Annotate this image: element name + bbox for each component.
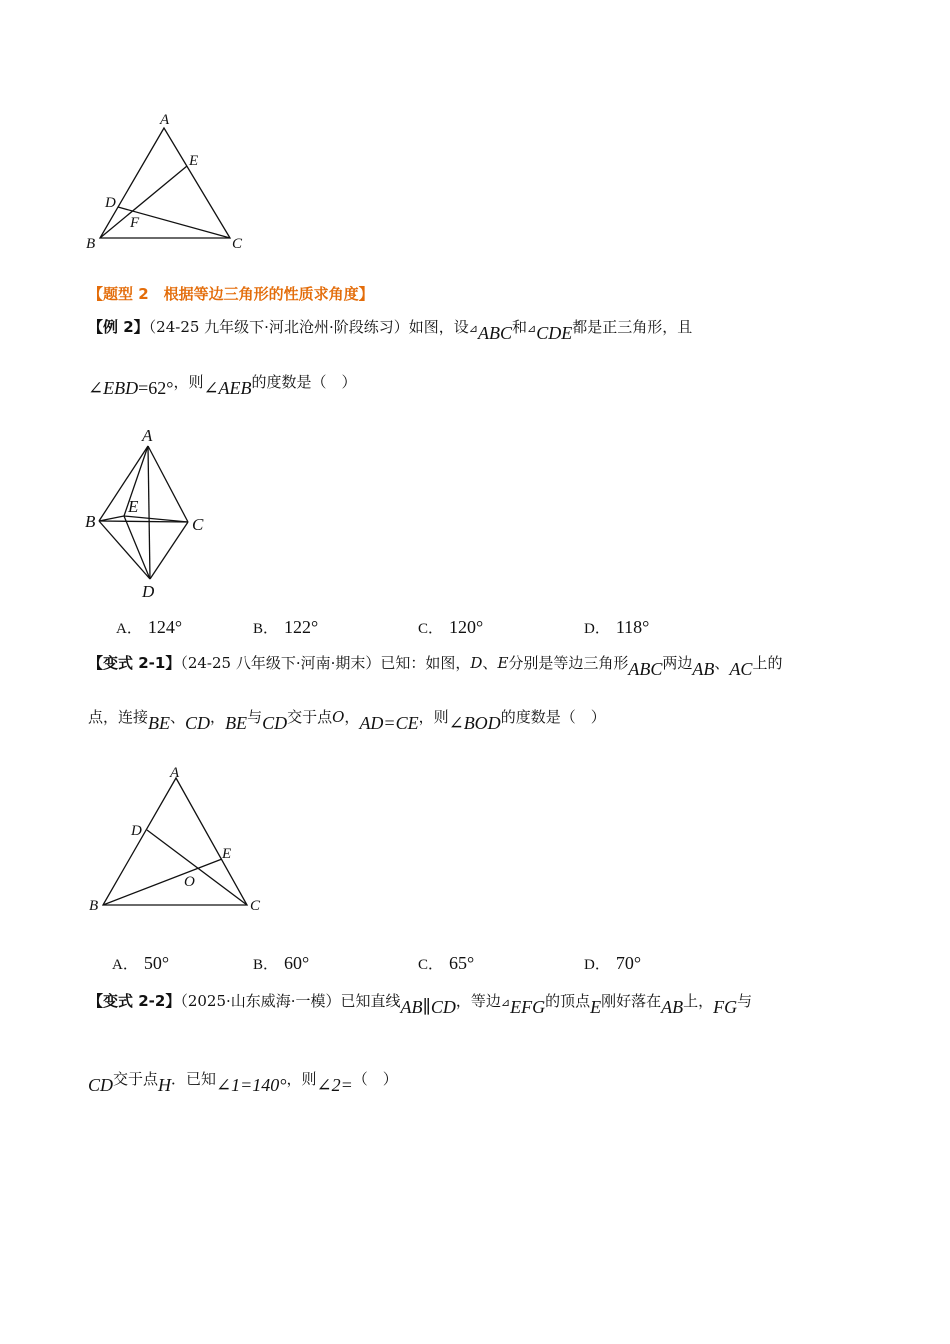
variant21-tag: 【变式 2-1】 [88,654,181,672]
math-ab: AB [661,997,684,1017]
text-question: 的度数是（ ） [251,373,357,391]
separator: 、 [170,708,186,726]
math-angle2: ∠2= [316,1075,353,1095]
text-on: 上， [683,992,714,1010]
option-value: 50° [143,953,170,973]
text-then: ，则 [418,708,449,726]
label-c: C [192,515,204,534]
variant21-line1 [88,652,783,679]
text-and: 和 [511,318,527,336]
triangle-abc [103,778,247,905]
label-f: F [130,215,140,231]
option-value: 65° [449,953,475,973]
option-value: 120° [449,617,484,637]
figure-triangle-abc-def [80,110,260,260]
math-e: E [497,654,509,672]
text-on: 上的 [752,654,783,672]
math-ab: AB [692,659,715,679]
math-ab-parallel-cd: AB∥CD [400,997,456,1017]
variant21-option-b[interactable] [253,953,309,974]
triangle-symbol: ⊿ [468,322,478,335]
label-b: B [85,512,96,531]
separator: 、 [714,654,730,672]
math-efg: EFG [510,997,546,1017]
triangle-symbol: ⊿ [526,322,537,335]
option-value: 70° [615,953,642,973]
option-letter: D． [584,621,610,637]
math-angle-bod: ∠BOD [448,713,501,733]
text-known: ．已知 [171,1070,217,1088]
text-equilateral: ，等边 [455,992,501,1010]
variant22-line1 [88,990,753,1017]
variant22-line2 [88,1068,398,1095]
math-d: D [470,654,483,672]
label-a: A [160,112,170,128]
math-fg: FG [713,997,738,1017]
text-equilateral: 都是正三角形，且 [572,318,693,336]
separator: 、 [482,654,498,672]
figure-two-triangles [80,424,220,602]
math-angle-ebd: ∠EBD [88,378,139,398]
text-falls: 刚好落在 [601,992,662,1010]
variant21-option-a[interactable] [112,953,169,974]
math-cde: CDE [536,323,573,343]
option-letter: C． [418,621,444,637]
text-meet: 交于点 [287,708,333,726]
label-c: C [232,236,243,252]
label-a: A [170,765,180,781]
option-value: 124° [147,617,183,637]
math-angle-aeb: ∠AEB [203,378,252,398]
label-b: B [89,898,99,914]
option-letter: B． [253,621,279,637]
math-be2: BE [225,713,248,733]
label-e: E [128,497,139,516]
option-letter: B． [253,957,279,973]
variant22-source: （2025·山东威海·一模）已知直线 [180,992,401,1010]
segment-ab [99,446,148,521]
example2-option-d[interactable] [584,617,649,638]
label-d: D [105,195,116,211]
math-abc: ABC [477,323,512,343]
segment-be [99,516,124,521]
text-vertex: 的顶点 [545,992,591,1010]
label-e: E [222,846,232,862]
text-mid: 分别是等边三角形 [508,654,629,672]
math-be: BE [148,713,171,733]
math-o: O [332,708,345,726]
math-h: H [158,1075,172,1095]
example2-option-a[interactable] [116,617,182,638]
example2-option-c[interactable] [418,617,483,638]
variant21-option-c[interactable] [418,953,474,974]
label-c: C [250,898,261,914]
separator: ， [210,708,226,726]
option-value: 60° [284,953,310,973]
example2-source: （24-25 九年级下·河北沧州·阶段练习）如图，设 [148,318,469,336]
text-two: 两边 [662,654,693,672]
example2-line1 [88,316,693,343]
triangle-symbol: ⊿ [500,996,511,1009]
example2-option-b[interactable] [253,617,318,638]
text-with: 与 [737,992,753,1010]
label-a: A [142,426,153,445]
figure-triangle-bod [80,760,280,920]
segment-bd [99,521,150,579]
variant22-tag: 【变式 2-2】 [88,992,181,1010]
variant21-option-d[interactable] [584,953,641,974]
segment-ad [148,446,150,579]
label-o: O [184,874,195,890]
text-meet: 交于点 [113,1070,159,1088]
label-e: E [189,153,199,169]
math-eq62: =62° [138,378,174,398]
variant21-source: （24-25 八年级下·河南·期末）已知：如图， [180,654,471,672]
option-letter: D． [584,957,610,973]
example2-line2 [88,371,357,398]
segment-be [103,859,222,905]
separator: ， [344,708,360,726]
segment-cd [150,522,188,579]
text-paren: （ ） [352,1070,398,1088]
section-title: 【题型 2 根据等边三角形的性质求角度】 [88,285,374,303]
segment-ed [124,516,150,579]
math-ad-ce: AD=CE [359,713,419,733]
math-cd: CD [88,1075,114,1095]
option-letter: C． [418,957,444,973]
math-cd: CD [185,713,211,733]
example2-tag: 【例 2】 [88,318,149,336]
option-value: 122° [284,617,319,637]
text-question: 的度数是（ ） [500,708,606,726]
math-abc: ABC [628,659,663,679]
text-connect: 点，连接 [88,708,149,726]
segment-dc [147,830,247,905]
label-d: D [142,582,155,601]
option-letter: A． [112,957,138,973]
text-then: ，则 [286,1070,317,1088]
math-angle1: ∠1=140° [216,1075,287,1095]
math-cd2: CD [262,713,288,733]
segment-ac [148,446,188,522]
math-ac: AC [729,659,753,679]
option-letter: A． [116,621,142,637]
math-e: E [590,997,602,1017]
label-b: B [86,236,96,252]
text-then: ，则 [173,373,204,391]
option-value: 118° [615,617,650,637]
text-with: 与 [247,708,263,726]
label-d: D [131,823,142,839]
variant21-line2 [88,706,606,733]
